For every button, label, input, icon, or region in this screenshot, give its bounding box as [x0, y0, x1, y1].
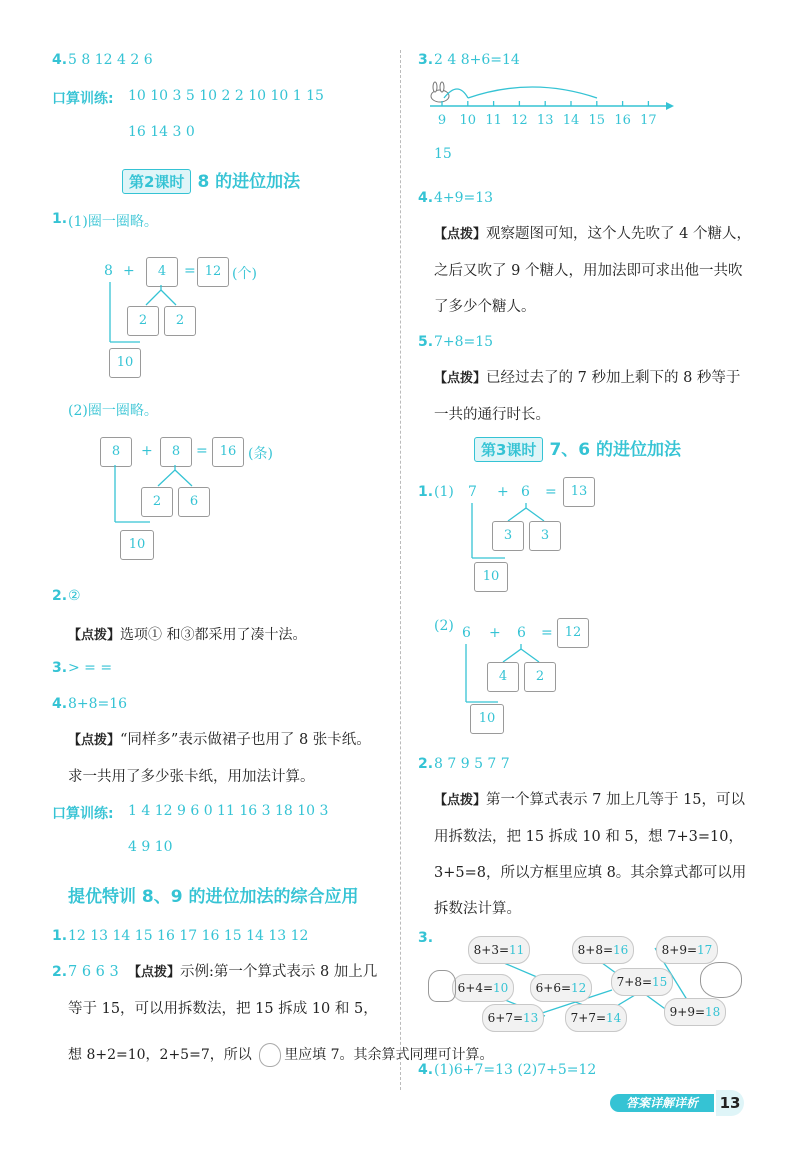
split-box-1: 4 — [487, 662, 519, 692]
split-box-2: 2 — [164, 306, 196, 336]
oral-training2-line2: 4 9 10 — [128, 839, 173, 855]
hint-text: 观察题图可知，这个人先吹了 4 个糖人，之后又吹了 9 个糖人，用加法即可求出他一共吹了多少个糖人。 — [434, 226, 751, 315]
sp1-number: 1. — [52, 928, 68, 944]
l3q3-number: 3. — [418, 930, 434, 946]
equals-sign: = — [541, 625, 553, 641]
monster-icon — [428, 970, 456, 1002]
l2q2-number: 2. — [52, 588, 68, 604]
equals-sign: = — [184, 263, 196, 279]
l2q4-answer: 8+8=16 — [68, 696, 128, 712]
cloud-value: 18 — [705, 1005, 721, 1019]
numline-answer: 15 — [434, 146, 452, 162]
r-q4-number: 4. — [418, 190, 434, 206]
lesson-badge: 第3课时 — [474, 437, 543, 462]
oral-training2-line1: 1 4 12 9 6 0 11 16 3 18 10 3 — [128, 803, 329, 819]
addend-b: 6 — [517, 625, 526, 641]
result-box: 13 — [563, 477, 595, 507]
r-q3-number: 3. — [418, 52, 434, 68]
cloud-expression: 8+3= — [473, 943, 510, 957]
split-box-2: 6 — [178, 487, 210, 517]
r-q4-answer: 4+9=13 — [434, 190, 494, 206]
equals-sign: = — [545, 484, 557, 500]
cloud-expression: 6+7= — [487, 1011, 524, 1025]
l2q1-number: 1. — [52, 211, 68, 227]
hint-label: 【点拨】 — [68, 733, 121, 748]
cloud-value: 13 — [523, 1011, 539, 1025]
split-box-1: 3 — [492, 521, 524, 551]
hint-label: 【点拨】 — [434, 371, 487, 386]
tick-label: 12 — [511, 113, 528, 128]
oral-training-label-2: 口算训练: — [52, 806, 114, 822]
l3q1-number: 1. — [418, 484, 434, 500]
hint-text: “同样多”表示做裙子也用了 8 张卡纸。求一共用了多少张卡纸，用加法计算。 — [68, 732, 371, 785]
cloud-card — [664, 998, 726, 1026]
answer-box: 4 — [146, 257, 178, 287]
lesson-badge: 第2课时 — [122, 169, 191, 194]
hint-text: 已经过去了的 7 秒加上剩下的 8 秒等于一共的通行时长。 — [434, 370, 741, 423]
cloud-value: 12 — [571, 981, 587, 995]
cloud-card — [572, 936, 634, 964]
hint-text: 想 8+2=10，2+5=7，所以 — [68, 1047, 252, 1063]
result-box: 12 — [197, 257, 229, 287]
cloud-expression: 9+9= — [669, 1005, 706, 1019]
addend-a: 8 — [104, 263, 113, 279]
cloud-expression: 7+7= — [570, 1011, 607, 1025]
sp2-answer: 7 6 6 3 — [68, 964, 119, 980]
unit-label: (条) — [248, 446, 273, 462]
split-box-2: 3 — [529, 521, 561, 551]
l3q4-answer: (1)6+7=13 (2)7+5=12 — [434, 1062, 597, 1078]
addend-box-a: 8 — [100, 437, 132, 467]
cloud-expression: 8+9= — [661, 943, 698, 957]
l2q1-part1: (1)圈一圈略。 — [68, 214, 158, 230]
l3q2-number: 2. — [418, 756, 434, 772]
addend-a: 6 — [462, 625, 471, 641]
l2q4-number: 4. — [52, 696, 68, 712]
tick-label: 9 — [437, 113, 447, 128]
cloud-card — [611, 968, 673, 996]
cloud-expression: 6+4= — [457, 981, 494, 995]
tick-label: 15 — [588, 113, 606, 128]
tick-label: 16 — [614, 113, 631, 128]
l3q1-part2-label: (2) — [434, 618, 454, 634]
cloud-value: 10 — [493, 981, 509, 995]
ten-box: 10 — [109, 348, 141, 378]
section-title: 7、6 的进位加法 — [549, 440, 682, 460]
oral-training-line2: 16 14 3 0 — [128, 124, 195, 140]
cloud-expression: 7+8= — [616, 975, 653, 989]
split-box-1: 2 — [127, 306, 159, 336]
addend-b: 6 — [521, 484, 530, 500]
plus-sign: + — [141, 443, 153, 459]
plus-sign: + — [497, 484, 509, 500]
cloud-card — [452, 974, 514, 1002]
l3q2-answer: 8 7 9 5 7 7 — [434, 756, 510, 772]
tick-label: 13 — [536, 113, 554, 128]
split-box-1: 2 — [141, 487, 173, 517]
addend-a: 7 — [468, 484, 477, 500]
cloud-card — [656, 936, 718, 964]
dragon-icon — [700, 962, 742, 998]
hint-label: 【点拨】 — [434, 793, 487, 808]
cloud-value: 15 — [652, 975, 668, 989]
plus-sign: + — [489, 625, 501, 641]
hint-label: 【点拨】 — [68, 628, 121, 643]
hint-text: 第一个算式表示 7 加上几等于 15，可以用拆数法，把 15 拆成 10 和 5，想 7+3=10，3+5=8，所以方框里应填 8。其余算式都可以用拆数法计算。 — [434, 792, 747, 917]
hint-text: 示例:第一个算式表示 8 加上几等于 15，可以用拆数法，把 15 拆成 10 和 5， — [68, 964, 378, 1017]
cloud-expression: 8+8= — [577, 943, 614, 957]
addend-box-b: 8 — [160, 437, 192, 467]
l2q2-answer: ② — [68, 588, 81, 604]
cloud-expression: 6+6= — [535, 981, 572, 995]
footer-tab — [610, 1088, 750, 1118]
cloud-card — [468, 936, 530, 964]
cloud-value: 17 — [697, 943, 713, 957]
plus-sign: + — [123, 263, 135, 279]
l3q1-part1-label: (1) — [434, 484, 454, 500]
cloud-value: 16 — [613, 943, 629, 957]
oral-training-line1: 10 10 3 5 10 2 2 10 10 1 15 — [128, 88, 324, 104]
tick-label: 14 — [562, 113, 580, 128]
hint-label: 【点拨】 — [434, 227, 487, 242]
hint-text: 里应填 7。其余算式同理可计算。 — [284, 1047, 494, 1063]
tick-label: 11 — [485, 113, 502, 128]
l2q3-number: 3. — [52, 660, 68, 676]
l2q3-answer: > = = — [68, 660, 113, 676]
unit-label: (个) — [232, 266, 257, 282]
cloud-value: 11 — [509, 943, 525, 957]
page-number: 13 — [716, 1090, 744, 1116]
split-box-2: 2 — [524, 662, 556, 692]
section-special-heading: 提优特训 8、9 的进位加法的综合应用 — [68, 887, 359, 907]
cloud-card — [530, 974, 592, 1002]
cloud-card — [482, 1004, 544, 1032]
result-box: 16 — [212, 437, 244, 467]
equals-sign: = — [196, 443, 208, 459]
sp1-answer: 12 13 14 15 16 17 16 15 14 13 12 — [68, 928, 309, 944]
q4-number: 4. — [52, 52, 68, 68]
l2q1-part2: (2)圈一圈略。 — [68, 403, 158, 419]
result-box: 12 — [557, 618, 589, 648]
cloud-value: 14 — [606, 1011, 622, 1025]
oral-training-label: 口算训练: — [52, 91, 114, 107]
r-q3-answer: 2 4 8+6=14 — [434, 52, 520, 68]
ten-box: 10 — [474, 562, 508, 592]
r-q5-number: 5. — [418, 334, 434, 350]
l3q4-number: 4. — [418, 1062, 434, 1078]
ten-box: 10 — [470, 704, 504, 734]
ten-box: 10 — [120, 530, 154, 560]
hint-label: 【点拨】 — [127, 965, 180, 980]
sp2-number: 2. — [52, 964, 68, 980]
hint-text: 选项① 和③都采用了凑十法。 — [120, 627, 307, 643]
tick-label: 10 — [459, 113, 477, 128]
footer-label: 答案详解详析 — [610, 1094, 714, 1112]
tick-label: 17 — [640, 113, 657, 128]
section-title: 8 的进位加法 — [197, 172, 301, 192]
cloud-card — [565, 1004, 627, 1032]
r-q5-answer: 7+8=15 — [434, 334, 494, 350]
q4-answer: 5 8 12 4 2 6 — [68, 52, 153, 68]
